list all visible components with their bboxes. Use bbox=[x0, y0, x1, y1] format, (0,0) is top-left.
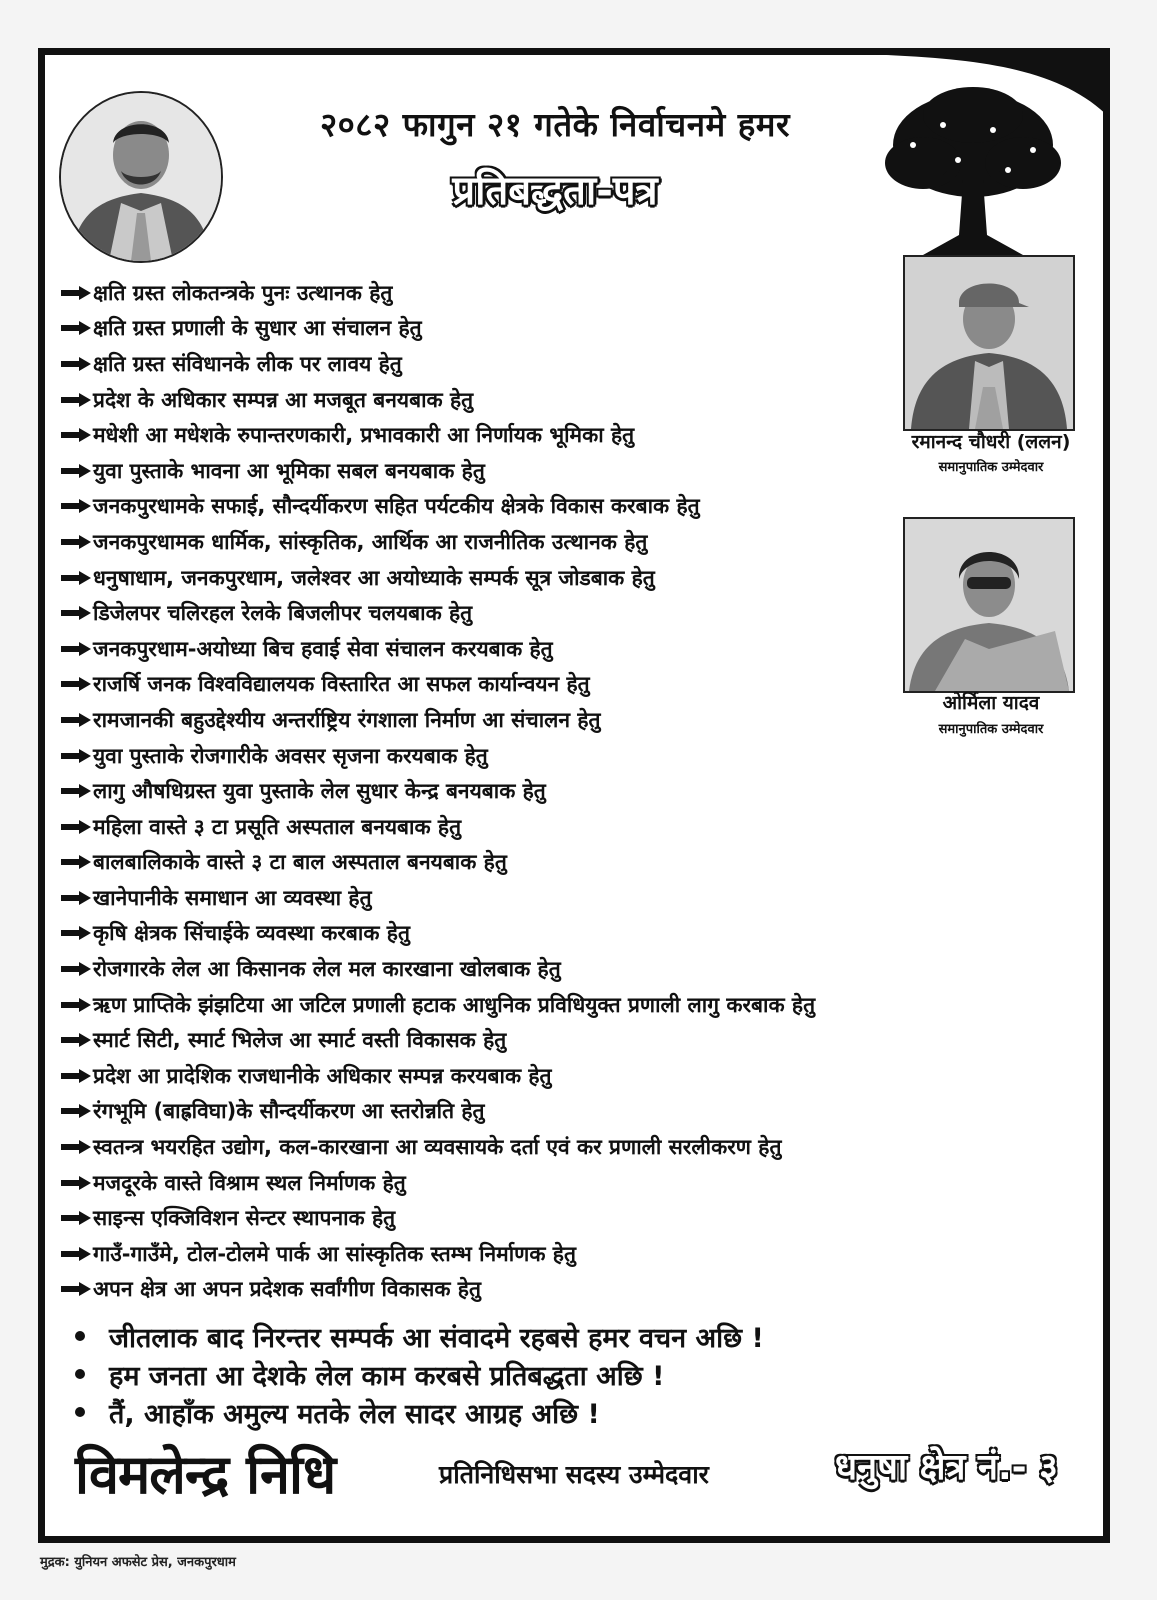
arrow-icon bbox=[59, 463, 93, 479]
printer-credit: मुद्रक: युनियन अफसेट प्रेस, जनकपुरधाम bbox=[40, 1555, 236, 1570]
list-item: राजर्षि जनक विश्वविद्यालयक विस्तारित आ सफल कार्यान्वयन हेतु bbox=[59, 667, 815, 703]
candidate-1-role: समानुपातिक उम्मेदवार bbox=[938, 460, 1044, 475]
arrow-icon bbox=[59, 534, 93, 550]
list-item: मजदूरके वास्ते विश्राम स्थल निर्माणक हेतु bbox=[59, 1165, 815, 1201]
list-item: लागु औषधिग्रस्त युवा पुस्ताके लेल सुधार केन्द्र बनयबाक हेतु bbox=[59, 773, 815, 809]
arrow-icon bbox=[59, 1103, 93, 1119]
arrow-icon bbox=[59, 641, 93, 657]
pledge-item: तैं, आहाँक अमुल्य मतके लेल सादर आग्रह अछि ! bbox=[69, 1393, 764, 1431]
list-item: स्मार्ट सिटी, स्मार्ट भिलेज आ स्मार्ट वस्ती विकासक हेतु bbox=[59, 1022, 815, 1058]
list-item: अपन क्षेत्र आ अपन प्रदेशक सर्वांगीण विकासक हेतु bbox=[59, 1272, 815, 1308]
arrow-icon bbox=[59, 961, 93, 977]
list-item: कृषि क्षेत्रक सिंचाईके व्यवस्था करबाक हेतु bbox=[59, 916, 815, 952]
candidate-2-name: ओर्मिला यादव bbox=[942, 692, 1040, 714]
list-item: युवा पुस्ताके रोजगारीके अवसर सृजना करयबाक हेतु bbox=[59, 738, 815, 774]
pledge-item: हम जनता आ देशके लेल काम करबसे प्रतिबद्धता अछि ! bbox=[69, 1355, 764, 1393]
header-title: २०८२ फागुन २१ गतेके निर्वाचनमे हमर bbox=[319, 105, 791, 144]
list-item: रोजगारके लेल आ किसानक लेल मल कारखाना खोलबाक हेतु bbox=[59, 951, 815, 987]
candidate-name: विमलेन्द्र निधि bbox=[75, 1443, 336, 1506]
arrow-icon bbox=[59, 320, 93, 336]
list-item: बालबालिकाके वास्ते ३ टा बाल अस्पताल बनयबाक हेतु bbox=[59, 845, 815, 881]
list-item: डिजेलपर चलिरहल रेलके बिजलीपर चलयबाक हेतु bbox=[59, 595, 815, 631]
arrow-icon bbox=[59, 819, 93, 835]
list-item: महिला वास्ते ३ टा प्रसूति अस्पताल बनयबाक हेतु bbox=[59, 809, 815, 845]
arrow-icon bbox=[59, 1246, 93, 1262]
candidate-role: प्रतिनिधिसभा सदस्य उम्मेदवार bbox=[439, 1460, 709, 1489]
list-item: प्रदेश के अधिकार सम्पन्न आ मजबूत बनयबाक हेतु bbox=[59, 382, 815, 418]
list-item: युवा पुस्ताके भावना आ भूमिका सबल बनयबाक हेतु bbox=[59, 453, 815, 489]
arrow-icon bbox=[59, 890, 93, 906]
arrow-icon bbox=[59, 570, 93, 586]
arrow-icon bbox=[59, 748, 93, 764]
list-item: क्षति ग्रस्त संविधानके लीक पर लावय हेतु bbox=[59, 346, 815, 382]
list-item: मधेशी आ मधेशके रुपान्तरणकारी, प्रभावकारी आ निर्णायक भूमिका हेतु bbox=[59, 417, 815, 453]
list-item: जनकपुरधामक धार्मिक, सांस्कृतिक, आर्थिक आ राजनीतिक उत्थानक हेतु bbox=[59, 524, 815, 560]
list-item: स्वतन्त्र भयरहित उद्योग, कल-कारखाना आ व्यवसायके दर्ता एवं कर प्रणाली सरलीकरण हेतु bbox=[59, 1129, 815, 1165]
footer bbox=[65, 1435, 1105, 1505]
arrow-icon bbox=[59, 854, 93, 870]
arrow-icon bbox=[59, 605, 93, 621]
list-item: प्रदेश आ प्रादेशिक राजधानीके अधिकार सम्पन्न करयबाक हेतु bbox=[59, 1058, 815, 1094]
candidate-photo-2 bbox=[903, 517, 1075, 693]
candidate-photo-1 bbox=[903, 255, 1075, 431]
bullet-icon bbox=[75, 1407, 85, 1417]
list-item: रंगभूमि (बाह्रविघा)के सौन्दर्यीकरण आ स्तरोन्नति हेतु bbox=[59, 1094, 815, 1130]
candidate-1-name: रमानन्द चौधरी (ललन) bbox=[911, 431, 1071, 453]
arrow-icon bbox=[59, 712, 93, 728]
list-item: क्षति ग्रस्त लोकतन्त्रके पुनः उत्थानक हेतु bbox=[59, 275, 815, 311]
candidate-main-photo bbox=[59, 91, 223, 263]
constituency: धनुषा क्षेत्र नं.- ३ bbox=[835, 1447, 1058, 1488]
arrow-icon bbox=[59, 783, 93, 799]
list-item: साइन्स एक्जिविशन सेन्टर स्थापनाक हेतु bbox=[59, 1200, 815, 1236]
arrow-icon bbox=[59, 1175, 93, 1191]
arrow-icon bbox=[59, 997, 93, 1013]
arrow-icon bbox=[59, 1139, 93, 1155]
tree-icon bbox=[883, 85, 1063, 260]
commitment-list bbox=[59, 275, 815, 1307]
header-subtitle: प्रतिबद्धता-पत्र bbox=[452, 168, 658, 214]
arrow-icon bbox=[59, 498, 93, 514]
arrow-icon bbox=[59, 925, 93, 941]
bullet-icon bbox=[75, 1369, 85, 1379]
poster-frame bbox=[38, 48, 1110, 1543]
list-item: जनकपुरधामके सफाई, सौन्दर्यीकरण सहित पर्यटकीय क्षेत्रके विकास करबाक हेतु bbox=[59, 489, 815, 525]
list-item: ऋण प्राप्तिके झंझटिया आ जटिल प्रणाली हटाक आधुनिक प्रविधियुक्त प्रणाली लागु करबाक हेतु bbox=[59, 987, 815, 1023]
arrow-icon bbox=[59, 1032, 93, 1048]
bullet-icon bbox=[75, 1331, 85, 1341]
list-item: रामजानकी बहुउद्देश्यीय अन्तर्राष्ट्रिय रंगशाला निर्माण आ संचालन हेतु bbox=[59, 702, 815, 738]
arrow-icon bbox=[59, 1068, 93, 1084]
arrow-icon bbox=[59, 356, 93, 372]
candidate-2-role: समानुपातिक उम्मेदवार bbox=[938, 722, 1044, 737]
list-item: खानेपानीके समाधान आ व्यवस्था हेतु bbox=[59, 880, 815, 916]
list-item: धनुषाधाम, जनकपुरधाम, जलेश्वर आ अयोध्याके सम्पर्क सूत्र जोडबाक हेतु bbox=[59, 560, 815, 596]
arrow-icon bbox=[59, 1210, 93, 1226]
pledge-item: जीतलाक बाद निरन्तर सम्पर्क आ संवादमे रहबसे हमर वचन अछि ! bbox=[69, 1317, 764, 1355]
arrow-icon bbox=[59, 676, 93, 692]
arrow-icon bbox=[59, 285, 93, 301]
list-item: गाउँ-गाउँमे, टोल-टोलमे पार्क आ सांस्कृतिक स्तम्भ निर्माणक हेतु bbox=[59, 1236, 815, 1272]
arrow-icon bbox=[59, 427, 93, 443]
list-item: जनकपुरधाम-अयोध्या बिच हवाई सेवा संचालन करयबाक हेतु bbox=[59, 631, 815, 667]
list-item: क्षति ग्रस्त प्रणाली के सुधार आ संचालन हेतु bbox=[59, 311, 815, 347]
arrow-icon bbox=[59, 1281, 93, 1297]
pledge-list bbox=[69, 1317, 764, 1431]
arrow-icon bbox=[59, 392, 93, 408]
